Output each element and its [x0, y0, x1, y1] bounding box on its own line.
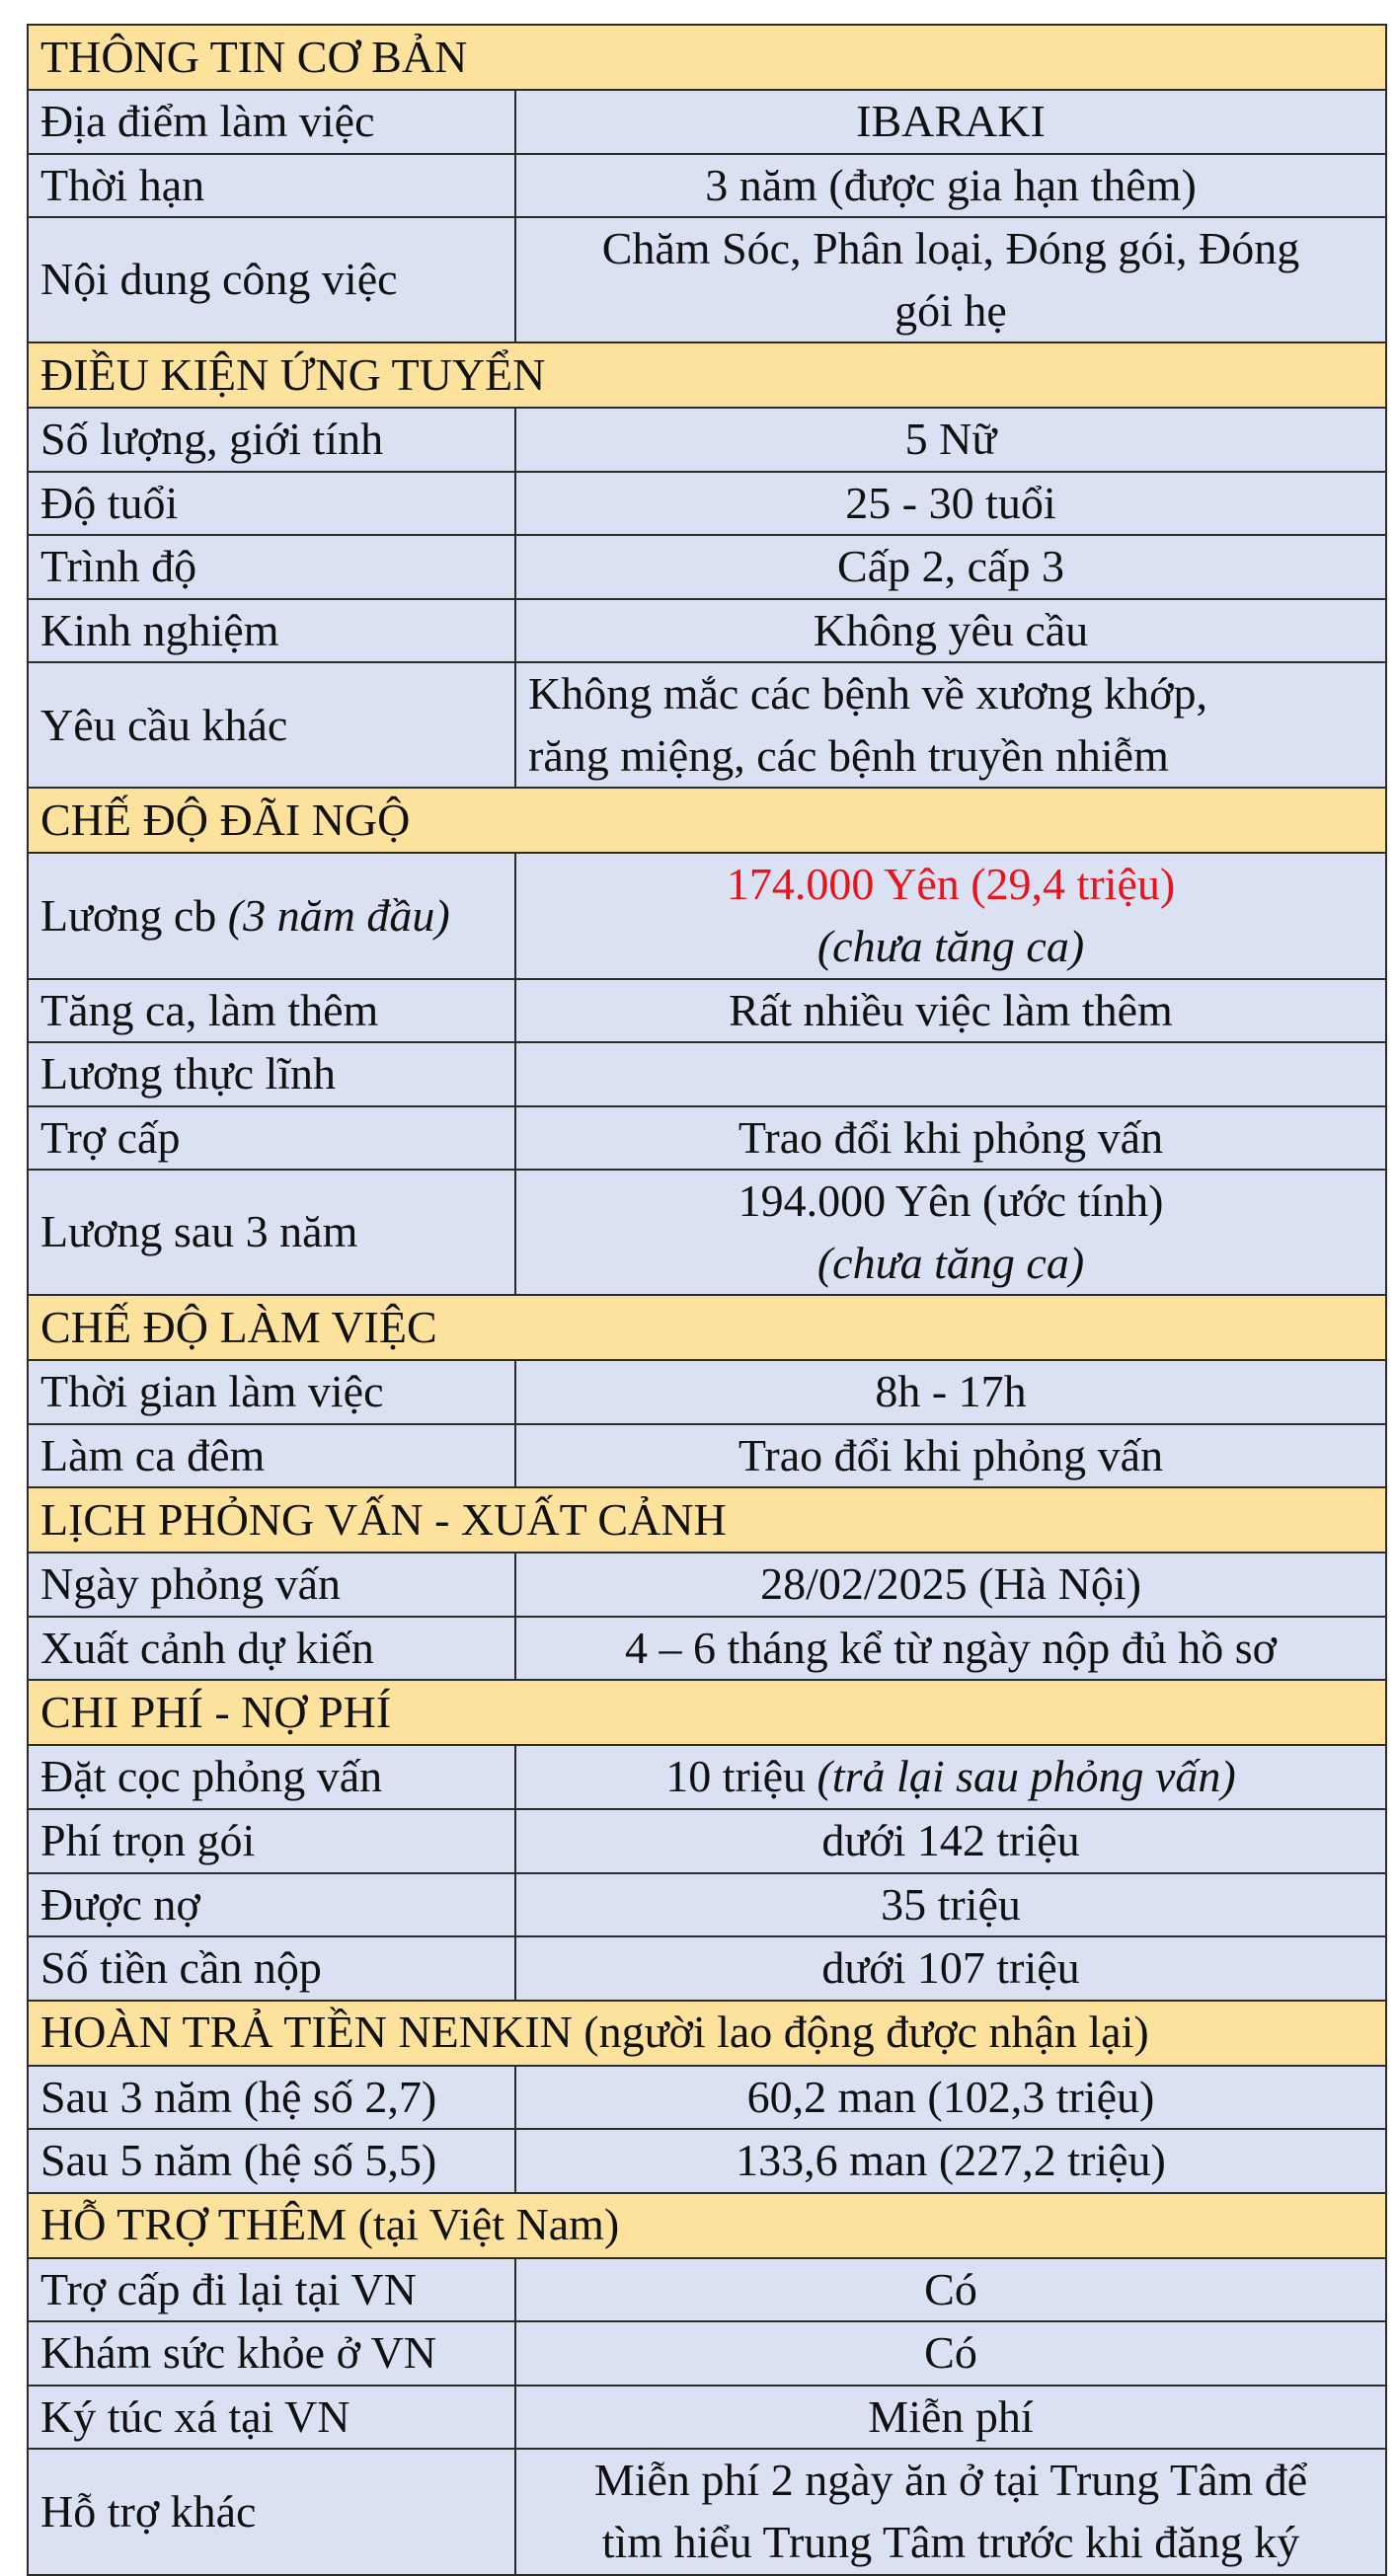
row-value: [515, 1042, 1386, 1106]
value-line: Miễn phí 2 ngày ăn ở tại Trung Tâm để: [593, 2455, 1308, 2506]
section-header-row: [28, 788, 1386, 853]
table-row: [28, 472, 1386, 536]
row-value: [515, 1745, 1386, 1809]
value-note: (chưa tăng ca): [816, 1237, 1085, 1288]
row-label: Số tiền cần nộp: [28, 1936, 515, 2001]
table-row: [28, 1873, 1386, 1937]
table-row: [28, 1617, 1386, 1681]
row-label: Nội dung công việc: [28, 217, 515, 342]
row-value: Không yêu cầu: [515, 599, 1386, 663]
section-title: HOÀN TRẢ TIỀN NENKIN (người lao động được nhận lại): [28, 2001, 1386, 2066]
row-label: Phí trọn gói: [28, 1809, 515, 1873]
row-label: Độ tuổi: [28, 472, 515, 536]
row-value: [515, 853, 1386, 978]
table-row: [28, 2258, 1386, 2322]
row-label: Khám sức khỏe ở VN: [28, 2321, 515, 2386]
row-value: [515, 1170, 1386, 1295]
row-value: Có: [515, 2321, 1386, 2386]
row-label: Trình độ: [28, 535, 515, 599]
table-row: [28, 1553, 1386, 1617]
table-row: [28, 1042, 1386, 1106]
row-label: Sau 5 năm (hệ số 5,5): [28, 2129, 515, 2193]
table-row: [28, 853, 1386, 978]
row-value: 133,6 man (227,2 triệu): [515, 2129, 1386, 2193]
row-value: 3 năm (được gia hạn thêm): [515, 154, 1386, 218]
table-row: [28, 408, 1386, 472]
row-value: 25 - 30 tuổi: [515, 472, 1386, 536]
table-row: [28, 1936, 1386, 2001]
row-value: Có: [515, 2258, 1386, 2322]
row-label: Ký túc xá tại VN: [28, 2386, 515, 2450]
row-label: Được nợ: [28, 1873, 515, 1937]
section-header-row: [28, 2001, 1386, 2066]
table-row: [28, 1360, 1386, 1424]
row-label: Trợ cấp đi lại tại VN: [28, 2258, 515, 2322]
section-title: THÔNG TIN CƠ BẢN: [28, 25, 1386, 90]
row-label: Ngày phỏng vấn: [28, 1553, 515, 1617]
value-text: 10 triệu: [665, 1751, 807, 1802]
section-title: ĐIỀU KIỆN ỨNG TUYỂN: [28, 342, 1386, 408]
table-row: [28, 1424, 1386, 1488]
row-label: Lương thực lĩnh: [28, 1042, 515, 1106]
row-value: dưới 142 triệu: [515, 1809, 1386, 1873]
section-title: CHẾ ĐỘ LÀM VIỆC: [28, 1295, 1386, 1360]
row-label: Lương sau 3 năm: [28, 1170, 515, 1295]
row-label: Trợ cấp: [28, 1106, 515, 1171]
row-value: [515, 2449, 1386, 2574]
section-title: CHẾ ĐỘ ĐÃI NGỘ: [28, 788, 1386, 853]
table-row: [28, 217, 1386, 342]
row-value: [515, 662, 1386, 788]
row-value: IBARAKI: [515, 90, 1386, 154]
row-value: Trao đổi khi phỏng vấn: [515, 1106, 1386, 1171]
table-row: [28, 535, 1386, 599]
job-info-table: [27, 24, 1387, 2576]
table-row: [28, 1809, 1386, 1873]
row-label: [28, 853, 515, 978]
table-row: [28, 2129, 1386, 2193]
value-line: Không mắc các bệnh về xương khớp,: [528, 668, 1208, 720]
row-value: 28/02/2025 (Hà Nội): [515, 1553, 1386, 1617]
section-header-row: [28, 1295, 1386, 1360]
table-row: [28, 2321, 1386, 2386]
row-label: Sau 3 năm (hệ số 2,7): [28, 2066, 515, 2130]
section-header-row: [28, 342, 1386, 408]
row-label: Thời hạn: [28, 154, 515, 218]
row-label: Địa điểm làm việc: [28, 90, 515, 154]
row-value: 5 Nữ: [515, 408, 1386, 472]
label-note: (3 năm đầu): [227, 889, 450, 941]
row-value: Miễn phí: [515, 2386, 1386, 2450]
row-label: Yêu cầu khác: [28, 662, 515, 788]
row-value: [515, 217, 1386, 342]
section-header-row: [28, 1680, 1386, 1745]
row-label: Kinh nghiệm: [28, 599, 515, 663]
value-line: răng miệng, các bệnh truyền nhiễm: [528, 729, 1169, 781]
row-value: Trao đổi khi phỏng vấn: [515, 1424, 1386, 1488]
section-title: CHI PHÍ - NỢ PHÍ: [28, 1680, 1386, 1745]
row-value: Cấp 2, cấp 3: [515, 535, 1386, 599]
section-header-row: [28, 25, 1386, 90]
table-row: [28, 979, 1386, 1043]
row-label: Làm ca đêm: [28, 1424, 515, 1488]
table-row: [28, 2449, 1386, 2574]
value-line: Chăm Sóc, Phân loại, Đóng gói, Đóng: [601, 223, 1300, 274]
row-label: Hỗ trợ khác: [28, 2449, 515, 2574]
value-note: (chưa tăng ca): [816, 921, 1085, 972]
row-value: 35 triệu: [515, 1873, 1386, 1937]
table-row: [28, 2066, 1386, 2130]
row-label: Tăng ca, làm thêm: [28, 979, 515, 1043]
row-label: Số lượng, giới tính: [28, 408, 515, 472]
value-note: (trả lại sau phỏng vấn): [816, 1751, 1236, 1802]
table-row: [28, 1745, 1386, 1809]
row-value: dưới 107 triệu: [515, 1936, 1386, 2001]
row-value: 60,2 man (102,3 triệu): [515, 2066, 1386, 2130]
section-title: LỊCH PHỎNG VẤN - XUẤT CẢNH: [28, 1487, 1386, 1553]
section-title: HỖ TRỢ THÊM (tại Việt Nam): [28, 2193, 1386, 2258]
row-value: 8h - 17h: [515, 1360, 1386, 1424]
label-text: Lương cb: [40, 889, 217, 941]
table-row: [28, 1170, 1386, 1295]
row-value: 4 – 6 tháng kể từ ngày nộp đủ hồ sơ: [515, 1617, 1386, 1681]
section-header-row: [28, 1487, 1386, 1553]
table-row: [28, 90, 1386, 154]
value-line: 194.000 Yên (ước tính): [738, 1175, 1164, 1227]
section-header-row: [28, 2193, 1386, 2258]
value-line: tìm hiểu Trung Tâm trước khi đăng ký: [601, 2516, 1300, 2567]
table-row: [28, 662, 1386, 788]
row-label: Đặt cọc phỏng vấn: [28, 1745, 515, 1809]
row-value: Rất nhiều việc làm thêm: [515, 979, 1386, 1043]
row-label: Thời gian làm việc: [28, 1360, 515, 1424]
table-row: [28, 599, 1386, 663]
salary-highlight: 174.000 Yên (29,4 triệu): [726, 859, 1176, 910]
table-row: [28, 154, 1386, 218]
table-row: [28, 1106, 1386, 1171]
value-line: gói hẹ: [894, 284, 1007, 336]
table-row: [28, 2386, 1386, 2450]
row-label: Xuất cảnh dự kiến: [28, 1617, 515, 1681]
